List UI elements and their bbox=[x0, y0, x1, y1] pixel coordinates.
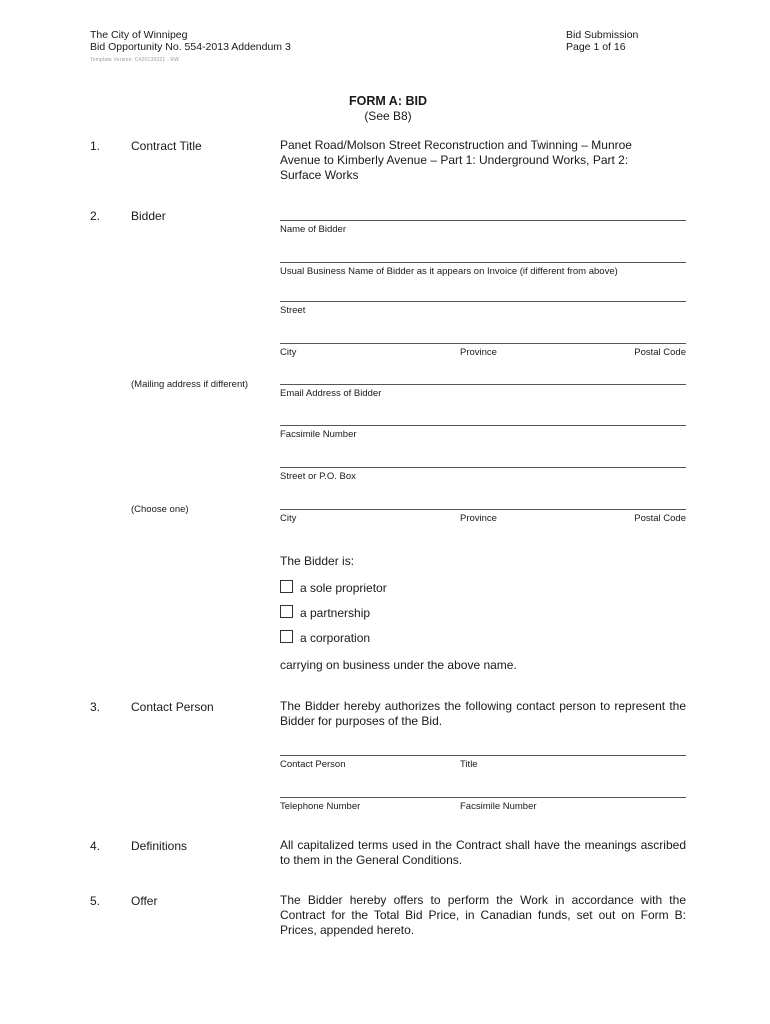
province-label: Province bbox=[460, 347, 497, 358]
partnership-label: a partnership bbox=[300, 606, 371, 620]
sole-proprietor-label: a sole proprietor bbox=[300, 581, 387, 595]
email-label: Email Address of Bidder bbox=[280, 388, 382, 399]
page-number: Page 1 of 16 bbox=[566, 41, 626, 53]
contact-person-text: The Bidder hereby authorizes the following contact person to represent the Bidder for purposes of the Bid. bbox=[280, 699, 686, 728]
usual-business-name-line[interactable] bbox=[280, 262, 686, 263]
street-po-box-line[interactable] bbox=[280, 467, 686, 468]
street-po-box-label: Street or P.O. Box bbox=[280, 471, 356, 482]
city-label: City bbox=[280, 347, 297, 358]
city-name: The City of Winnipeg bbox=[90, 29, 188, 41]
header-left bbox=[90, 29, 291, 53]
section-4-label: Definitions bbox=[131, 839, 188, 853]
section-3-label: Contact Person bbox=[131, 700, 214, 714]
contact-person-label: Contact Person bbox=[280, 759, 346, 770]
bidder-is-text: The Bidder is: bbox=[280, 554, 355, 568]
sole-proprietor-checkbox[interactable] bbox=[280, 580, 293, 593]
mailing-city-label: City bbox=[280, 513, 297, 524]
telephone-line[interactable] bbox=[280, 797, 686, 798]
section-3-number: 3. bbox=[90, 700, 101, 714]
section-5-number: 5. bbox=[90, 894, 101, 908]
bid-opportunity: Bid Opportunity No. 554-2013 Addendum 3 bbox=[90, 41, 291, 53]
contact-facsimile-label: Facsimile Number bbox=[460, 801, 537, 812]
postal-code-label: Postal Code bbox=[634, 347, 686, 358]
facsimile-label: Facsimile Number bbox=[280, 429, 357, 440]
email-line[interactable] bbox=[280, 384, 686, 385]
section-1-number: 1. bbox=[90, 139, 101, 153]
mailing-address-note: (Mailing address if different) bbox=[131, 379, 249, 390]
choose-one-note: (Choose one) bbox=[131, 504, 189, 515]
mailing-province-label: Province bbox=[460, 513, 497, 524]
facsimile-line[interactable] bbox=[280, 425, 686, 426]
section-1-label: Contract Title bbox=[131, 139, 202, 153]
name-of-bidder-label: Name of Bidder bbox=[280, 224, 347, 235]
carrying-on-business-text: carrying on business under the above name. bbox=[280, 658, 517, 672]
definitions-text: All capitalized terms used in the Contract shall have the meanings ascribed to them in the General Conditions. bbox=[280, 838, 686, 867]
corporation-checkbox[interactable] bbox=[280, 630, 293, 643]
street-line[interactable] bbox=[280, 301, 686, 302]
offer-text: The Bidder hereby offers to perform the Work in accordance with the Contract for the Total Bid Price, in Canadian funds, set out on Form B: Prices, appended hereto. bbox=[280, 893, 686, 937]
section-5-label: Offer bbox=[131, 894, 158, 908]
template-version: Template Version: C420130321 - RW bbox=[90, 57, 180, 63]
contact-person-line[interactable] bbox=[280, 755, 686, 756]
city-province-postal-line[interactable] bbox=[280, 343, 686, 344]
title-label: Title bbox=[460, 759, 478, 770]
section-2-number: 2. bbox=[90, 209, 101, 223]
telephone-label: Telephone Number bbox=[280, 801, 361, 812]
contract-title-text: Panet Road/Molson Street Reconstruction and Twinning – Munroe Avenue to Kimberly Avenue – Part 1: Underground Works, Part 2: Surface Works bbox=[280, 138, 632, 182]
corporation-label: a corporation bbox=[300, 631, 371, 645]
street-label: Street bbox=[280, 305, 306, 316]
mailing-city-line[interactable] bbox=[280, 509, 686, 510]
header-right bbox=[566, 29, 638, 53]
form-subtitle: (See B8) bbox=[364, 109, 412, 123]
form-title: FORM A: BID bbox=[349, 94, 427, 108]
partnership-checkbox[interactable] bbox=[280, 605, 293, 618]
mailing-postal-code-label: Postal Code bbox=[634, 513, 686, 524]
section-4-number: 4. bbox=[90, 839, 101, 853]
name-of-bidder-line[interactable] bbox=[280, 220, 686, 221]
section-2-label: Bidder bbox=[131, 209, 166, 223]
usual-business-name-label: Usual Business Name of Bidder as it appears on Invoice (if different from above) bbox=[280, 266, 618, 277]
bid-submission: Bid Submission bbox=[566, 29, 639, 41]
